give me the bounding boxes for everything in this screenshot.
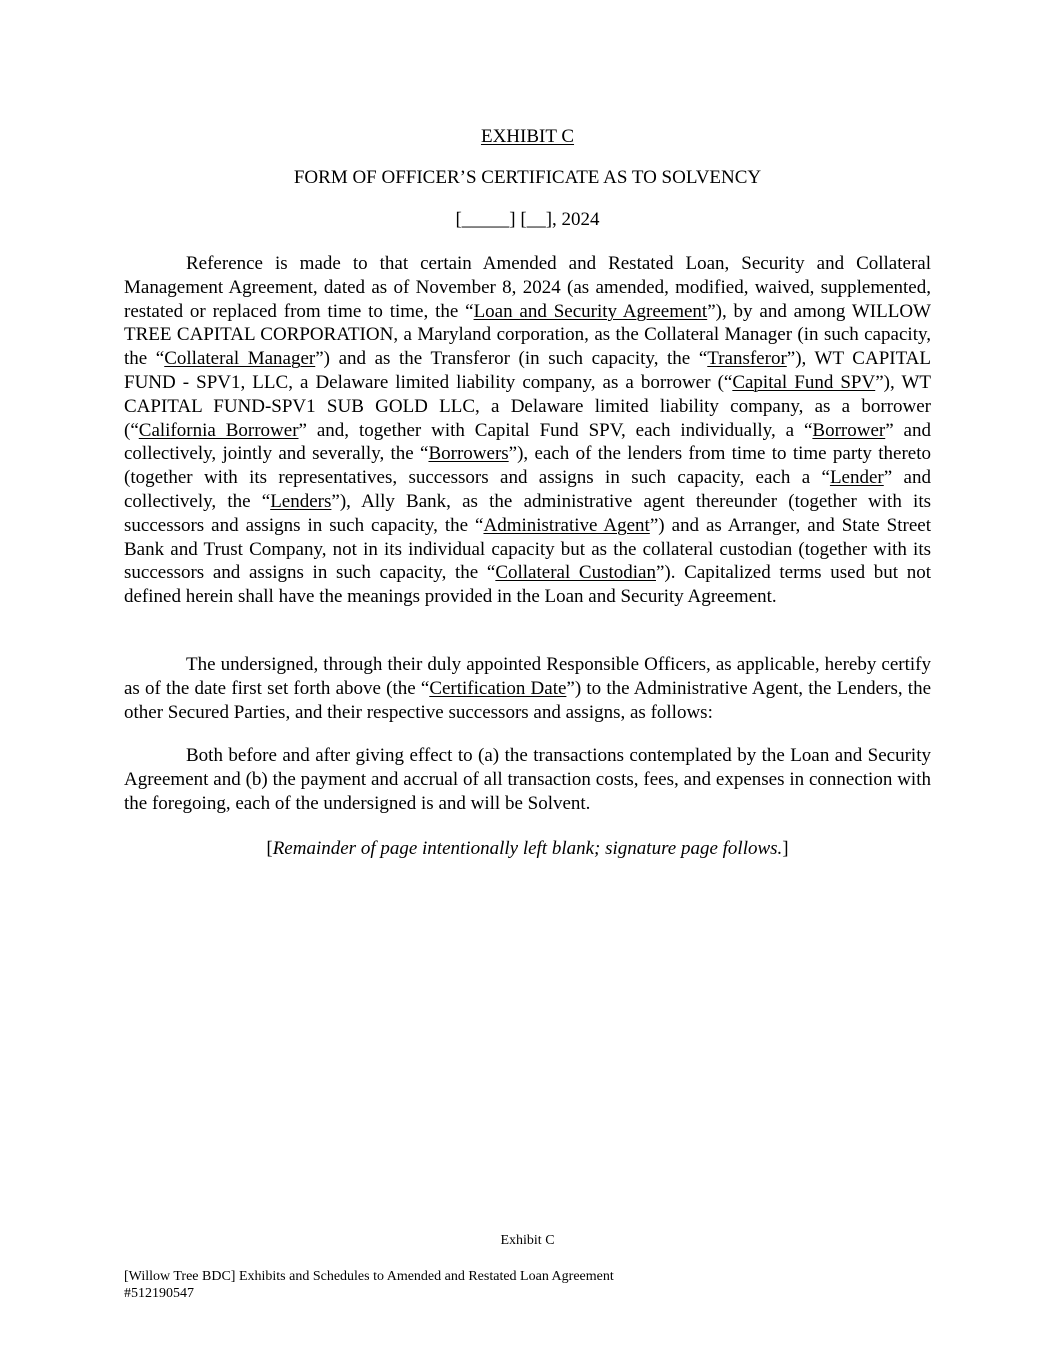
bracket-close: ] [782, 838, 789, 859]
exhibit-heading [0, 125, 1055, 149]
defined-term-lenders: Lenders [270, 490, 332, 512]
defined-term-collateral-manager: Collateral Manager [164, 348, 316, 370]
defined-term-borrower: Borrower [812, 419, 886, 441]
defined-term-capital-fund-spv: Capital Fund SPV [732, 371, 876, 393]
p1-text: ”), WT CAPITAL FUND-SPV1 SUB GOLD LLC, a Delaware limited liability company, as a borrower (“ [124, 371, 931, 441]
p1-text: ”), WT CAPITAL FUND - SPV1, LLC, a Delaware limited liability company, as a borrower (“ [124, 348, 932, 393]
p1-text: ”), each of the lenders from time to time party thereto (together with its representatives, successors and assigns in such capacity, each a “ [124, 443, 931, 489]
footer-doc-title: [Willow Tree BDC] Exhibits and Schedules to Amended and Restated Loan Agreement [124, 1269, 614, 1284]
form-title: FORM OF OFFICER’S CERTIFICATE AS TO SOLVENCY [293, 167, 762, 188]
exhibit-heading-text: EXHIBIT C [480, 126, 575, 147]
footer-page-label: Exhibit C [500, 1233, 555, 1248]
p1-text: ”) and as Arranger, and State Street Bank and Trust Company, not in its individual capacity but as the collateral custodian (together with its successors and assigns in such capacity, the “ [124, 514, 931, 584]
defined-term-certification-date: Certification Date [429, 677, 567, 699]
p1-text: ”), Ally Bank, as the administrative agent thereunder (together with its successors and assigns in such capacity, the “ [124, 490, 931, 536]
defined-term-borrowers: Borrowers [428, 443, 509, 465]
defined-term-collateral-custodian: Collateral Custodian [495, 562, 656, 584]
p1-text: ” and collectively, jointly and severally, the “ [124, 419, 931, 465]
paragraph-solvency: Both before and after giving effect to (a) the transactions contemplated by the Loan and Security Agreement and (b) the payment and accrual of all transaction costs, fees, and expenses in connection with the foregoing, each of the undersigned is and will be Solvent. [124, 745, 931, 814]
p1-text: ” and, together with Capital Fund SPV, each individually, a “ [298, 419, 813, 441]
date-line: [_____] [__], 2024 [455, 209, 600, 230]
p1-text: Reference is made to that certain Amended and Restated Loan, Security and Collateral Management Agreement, dated as of November 8, 2024 (as amended, modified, waived, supplemented, restated or replaced from time to time, the “ [124, 253, 931, 322]
p1-text: ”) and as the Transferor (in such capacity, the “ [315, 348, 708, 370]
defined-term-lender: Lender [829, 467, 884, 489]
p1-text: ”). Capitalized terms used but not defined herein shall have the meanings provided in the Loan and Security Agreement. [124, 562, 931, 608]
p1-text: ” and collectively, the “ [124, 467, 931, 512]
p2-text: The undersigned, through their duly appointed Responsible Officers, as applicable, hereby certify as of the date first set forth above (the “ [124, 654, 931, 699]
defined-term-california-borrower: California Borrower [138, 419, 299, 441]
remainder-note [0, 837, 1055, 861]
footer-doc-number: #512190547 [124, 1286, 194, 1301]
paragraph-reference [124, 252, 931, 609]
paragraph-certification [124, 653, 931, 724]
p1-text: ”), by and among WILLOW TREE CAPITAL CORPORATION, a Maryland corporation, as the Collateral Manager (in such capacity, the “ [124, 300, 931, 370]
bracket-open: [ [266, 838, 273, 859]
remainder-text: Remainder of page intentionally left blank; signature page follows. [272, 838, 783, 859]
defined-term-transferor: Transferor [707, 348, 787, 370]
defined-term-loan-and-security-agreement: Loan and Security Agreement [473, 300, 708, 322]
p2-text: ”) to the Administrative Agent, the Lenders, the other Secured Parties, and their respective successors and assigns, as follows: [124, 677, 932, 723]
defined-term-administrative-agent: Administrative Agent [483, 514, 650, 536]
